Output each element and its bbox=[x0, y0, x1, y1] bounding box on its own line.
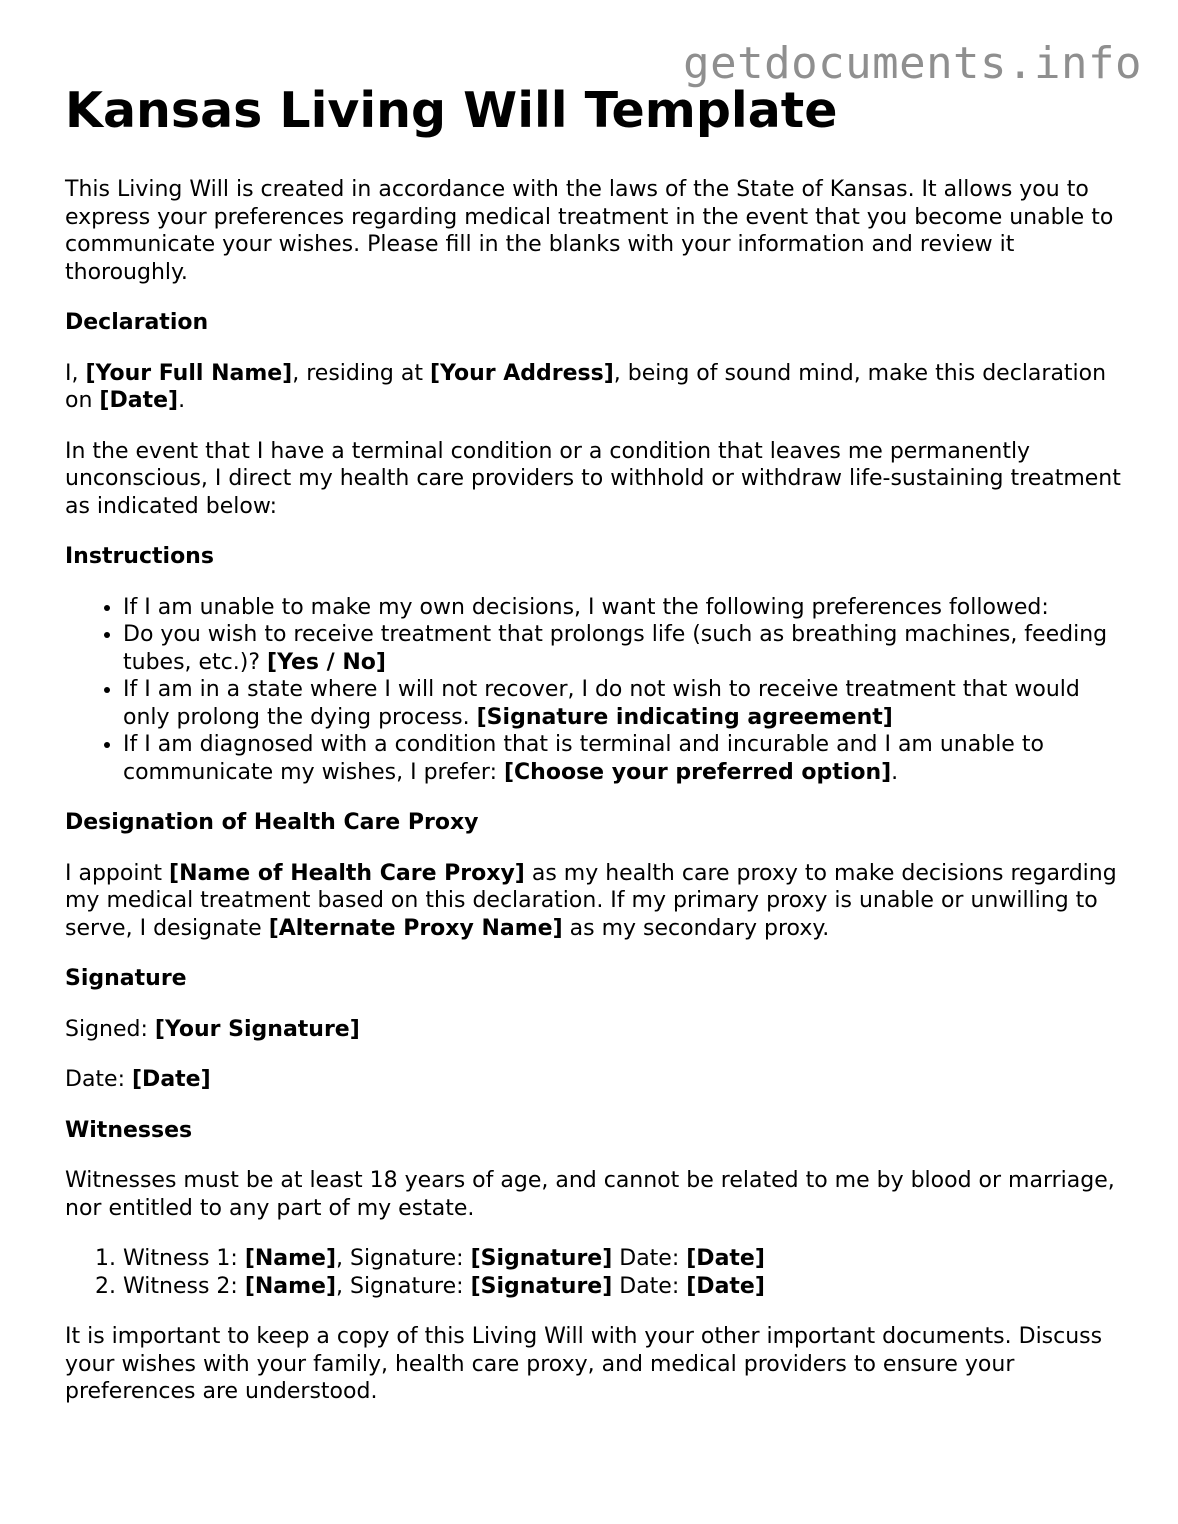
list-item: • Do you wish to receive treatment that prolongs life (such as breathing machines, feeding tubes, etc.)? [Yes / No] bbox=[123, 621, 1125, 676]
witnesses-requirements: Witnesses must be at least 18 years of age, and cannot be related to me by blood or marriage, nor entitled to any part of my estate. bbox=[65, 1168, 1115, 1221]
list-item: • If I am diagnosed with a condition that is terminal and incurable and I am unable to communicate my wishes, I prefer: [Choose your preferred option]. bbox=[123, 731, 1125, 786]
proxy-paragraph: I appoint [Name of Health Care Proxy] as my health care proxy to make decisions regarding my medical treatment based on this declaration. If my primary proxy is unable or unwilling to serve, I designate [Alternate Proxy Name] as my secondary proxy. bbox=[65, 860, 1117, 941]
list-item: • If I am unable to make my own decisions, I want the following preferences followed: bbox=[123, 594, 1125, 622]
witness-item: 1. Witness 1: [Name], Signature: [Signature] Date: [Date] bbox=[123, 1245, 1125, 1273]
witness-signature-field: [Signature] bbox=[470, 1246, 613, 1271]
signed-line: Signed: [Your Signature] bbox=[65, 1016, 360, 1042]
signature-heading: Signature bbox=[65, 966, 187, 991]
address-field: [Your Address] bbox=[429, 360, 614, 386]
witness-signature-field: [Signature] bbox=[470, 1273, 613, 1299]
document-title: Kansas Living Will Template bbox=[65, 82, 838, 139]
declaration-directive: In the event that I have a terminal condition or a condition that leaves me permanently unconscious, I direct my health care providers to withhold or withdraw life-sustaining treatment as indicated below: bbox=[65, 438, 1121, 519]
declaration-statement: I, [Your Full Name], residing at [Your Address], being of sound mind, make this declaration on [Date]. bbox=[65, 360, 1107, 413]
instructions-list bbox=[65, 594, 1125, 787]
witness-name-field: [Name] bbox=[244, 1273, 337, 1299]
watermark: getdocuments.info bbox=[683, 38, 1142, 89]
witness-name-field: [Name] bbox=[244, 1246, 337, 1271]
yes-no-field: [Yes / No] bbox=[267, 649, 386, 675]
preferred-option-field: [Choose your preferred option] bbox=[503, 759, 892, 785]
closing-paragraph: It is important to keep a copy of this Living Will with your other important documents. Discuss your wishes with your family, health care proxy, and medical providers to ensure your preferences are understood. bbox=[65, 1324, 1103, 1404]
agreement-signature-field: [Signature indicating agreement] bbox=[476, 704, 893, 730]
alternate-proxy-field: [Alternate Proxy Name] bbox=[268, 915, 563, 941]
intro-paragraph: This Living Will is created in accordance with the laws of the State of Kansas. It allows you to express your preferences regarding medical treatment in the event that you become unable to communicate your wishes. Please fill in the blanks with your information and review it thoroughly. bbox=[65, 177, 1114, 285]
witnesses-list bbox=[65, 1245, 1125, 1300]
witness-date-field: [Date] bbox=[686, 1246, 765, 1271]
witnesses-heading: Witnesses bbox=[65, 1117, 193, 1143]
signature-field: [Your Signature] bbox=[154, 1016, 360, 1042]
proxy-heading: Designation of Health Care Proxy bbox=[65, 810, 479, 835]
instructions-heading: Instructions bbox=[65, 544, 214, 569]
signature-date-field: [Date] bbox=[132, 1067, 211, 1092]
witness-item: 2. Witness 2: [Name], Signature: [Signature] Date: [Date] bbox=[123, 1273, 1125, 1301]
declaration-heading: Declaration bbox=[65, 310, 209, 335]
signature-date-line: Date: [Date] bbox=[65, 1067, 211, 1092]
witness-date-field: [Date] bbox=[686, 1273, 765, 1299]
document bbox=[65, 80, 1125, 1429]
declaration-date-field: [Date] bbox=[99, 388, 179, 413]
proxy-name-field: [Name of Health Care Proxy] bbox=[169, 860, 525, 886]
full-name-field: [Your Full Name] bbox=[85, 360, 293, 386]
list-item: • If I am in a state where I will not recover, I do not wish to receive treatment that would only prolong the dying process. [Signature indicating agreement] bbox=[123, 676, 1125, 731]
